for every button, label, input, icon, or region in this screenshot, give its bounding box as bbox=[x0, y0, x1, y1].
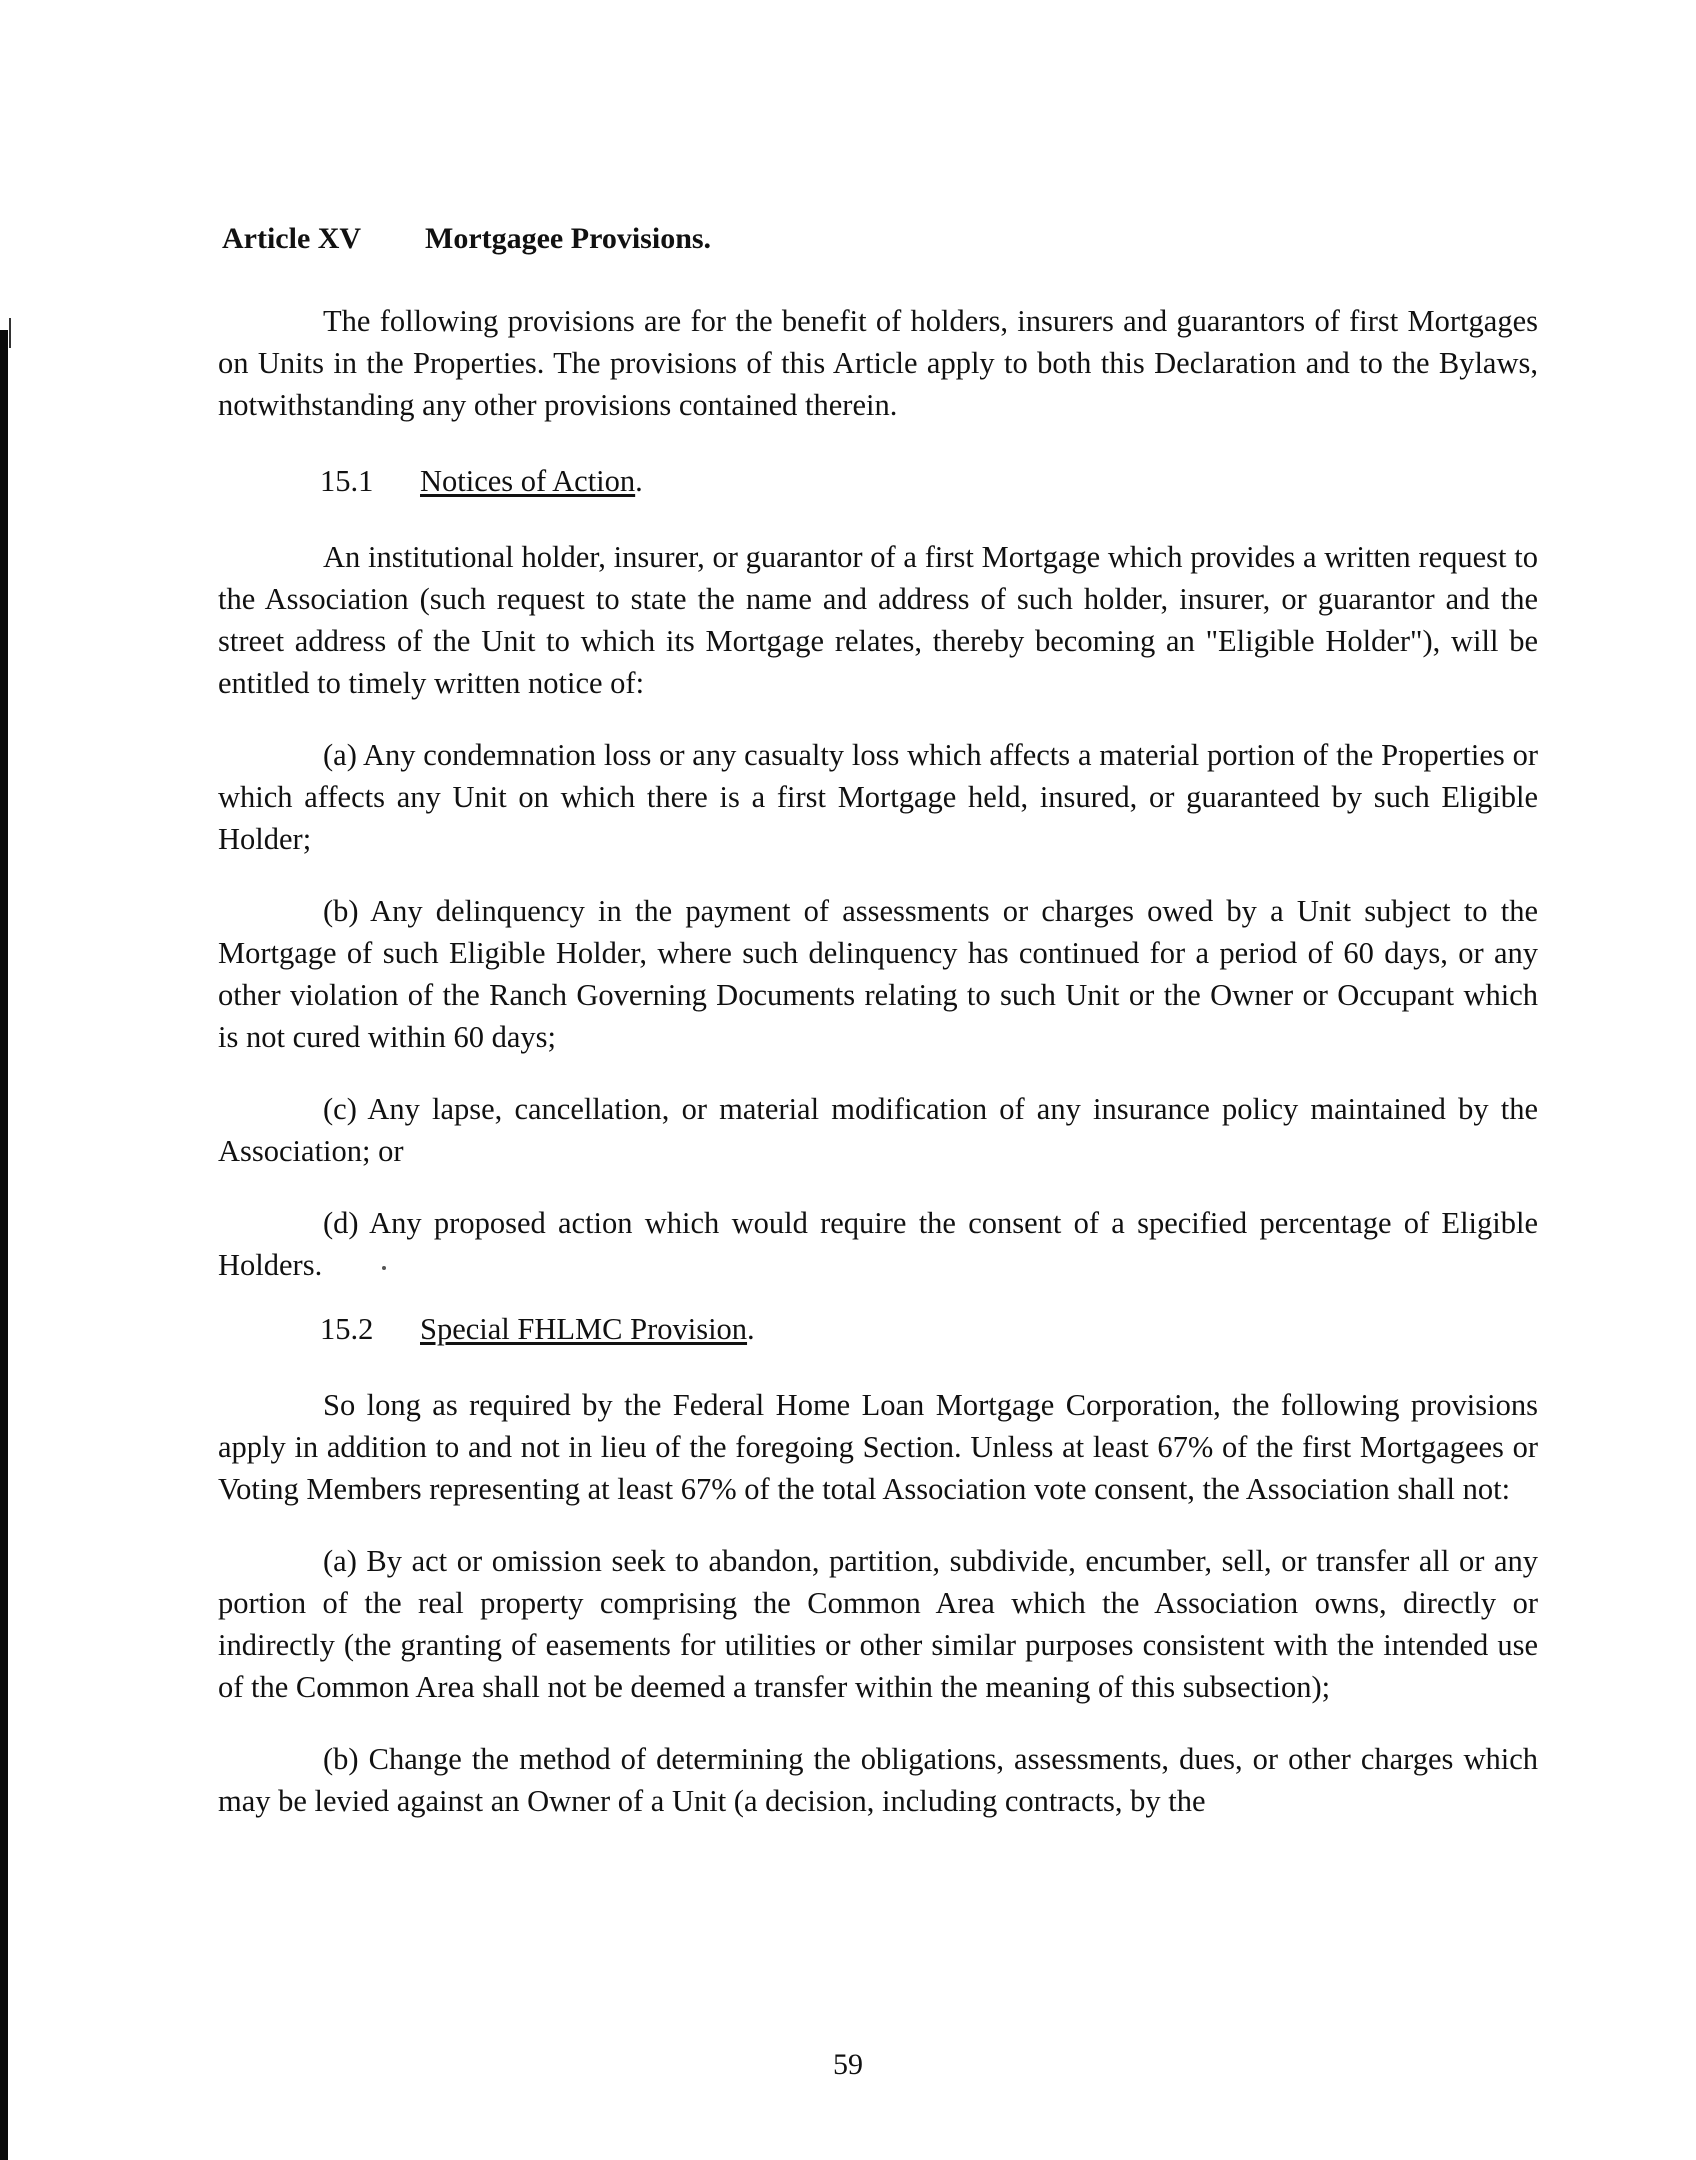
section-title: Notices of Action bbox=[420, 464, 636, 498]
section-15-1-item-d bbox=[218, 1202, 1538, 1286]
section-15-1-heading bbox=[218, 460, 1538, 502]
scan-border bbox=[0, 330, 8, 2160]
article-title: Mortgagee Provisions. bbox=[425, 222, 712, 255]
section-title-period: . bbox=[635, 464, 643, 498]
section-title-period: . bbox=[747, 1312, 755, 1346]
section-15-1-item-a: (a) Any condemnation loss or any casualty loss which affects a material portion of the Properties or which affects any Unit on which there is a first Mortgage held, insured, or guaranteed by such Eligible Holder; bbox=[218, 738, 1538, 856]
section-15-2-intro: So long as required by the Federal Home Loan Mortgage Corporation, the following provisions apply in addition to and not in lieu of the foregoing Section. Unless at least 67% of the first Mortgagees or Voting Members representing at least 67% of the total Association vote consent, the Association shall not: bbox=[218, 1388, 1538, 1506]
section-title: Special FHLMC Provision bbox=[420, 1312, 748, 1346]
scan-speck bbox=[382, 1266, 386, 1270]
section-15-2-heading bbox=[218, 1308, 1538, 1350]
page-body bbox=[218, 210, 1538, 1822]
section-number: 15.1 bbox=[320, 464, 374, 498]
section-number: 15.2 bbox=[320, 1312, 374, 1346]
article-heading bbox=[222, 224, 1538, 254]
page-number: 59 bbox=[833, 2048, 863, 2081]
scan-mark bbox=[9, 318, 11, 348]
section-15-2-item-b: (b) Change the method of determining the obligations, assessments, dues, or other charges which may be levied against an Owner of a Unit (a decision, including contracts, by the bbox=[218, 1742, 1538, 1818]
section-15-1-intro: An institutional holder, insurer, or guarantor of a first Mortgage which provides a written request to the Association (such request to state the name and address of such holder, insurer, or guarantor and the street address of the Unit to which its Mortgage relates, thereby becoming an "Eligible Holder"), will be entitled to timely written notice of: bbox=[218, 540, 1538, 700]
article-number: Article XV bbox=[222, 222, 362, 255]
article-intro: The following provisions are for the benefit of holders, insurers and guarantors of first Mortgages on Units in the Properties. The provisions of this Article apply to both this Declaration and to the Bylaws, notwithstanding any other provisions contained therein. bbox=[218, 304, 1538, 422]
section-15-2-item-a: (a) By act or omission seek to abandon, partition, subdivide, encumber, sell, or transfer all or any portion of the real property comprising the Common Area which the Association owns, directly or indirectly (the granting of easements for utilities or other similar purposes consistent with the intended use of the Common Area shall not be deemed a transfer within the meaning of this subsection); bbox=[218, 1544, 1538, 1704]
section-15-1-item-b: (b) Any delinquency in the payment of assessments or charges owed by a Unit subject to the Mortgage of such Eligible Holder, where such delinquency has continued for a period of 60 days, or any other violation of the Ranch Governing Documents relating to such Unit or the Owner or Occupant which is not cured within 60 days; bbox=[218, 894, 1538, 1054]
item-d-text: (d) Any proposed action which would require the consent of a specified percentage of Eligible Holders. bbox=[218, 1206, 1538, 1282]
section-15-1-item-c: (c) Any lapse, cancellation, or material modification of any insurance policy maintained by the Association; or bbox=[218, 1092, 1538, 1168]
